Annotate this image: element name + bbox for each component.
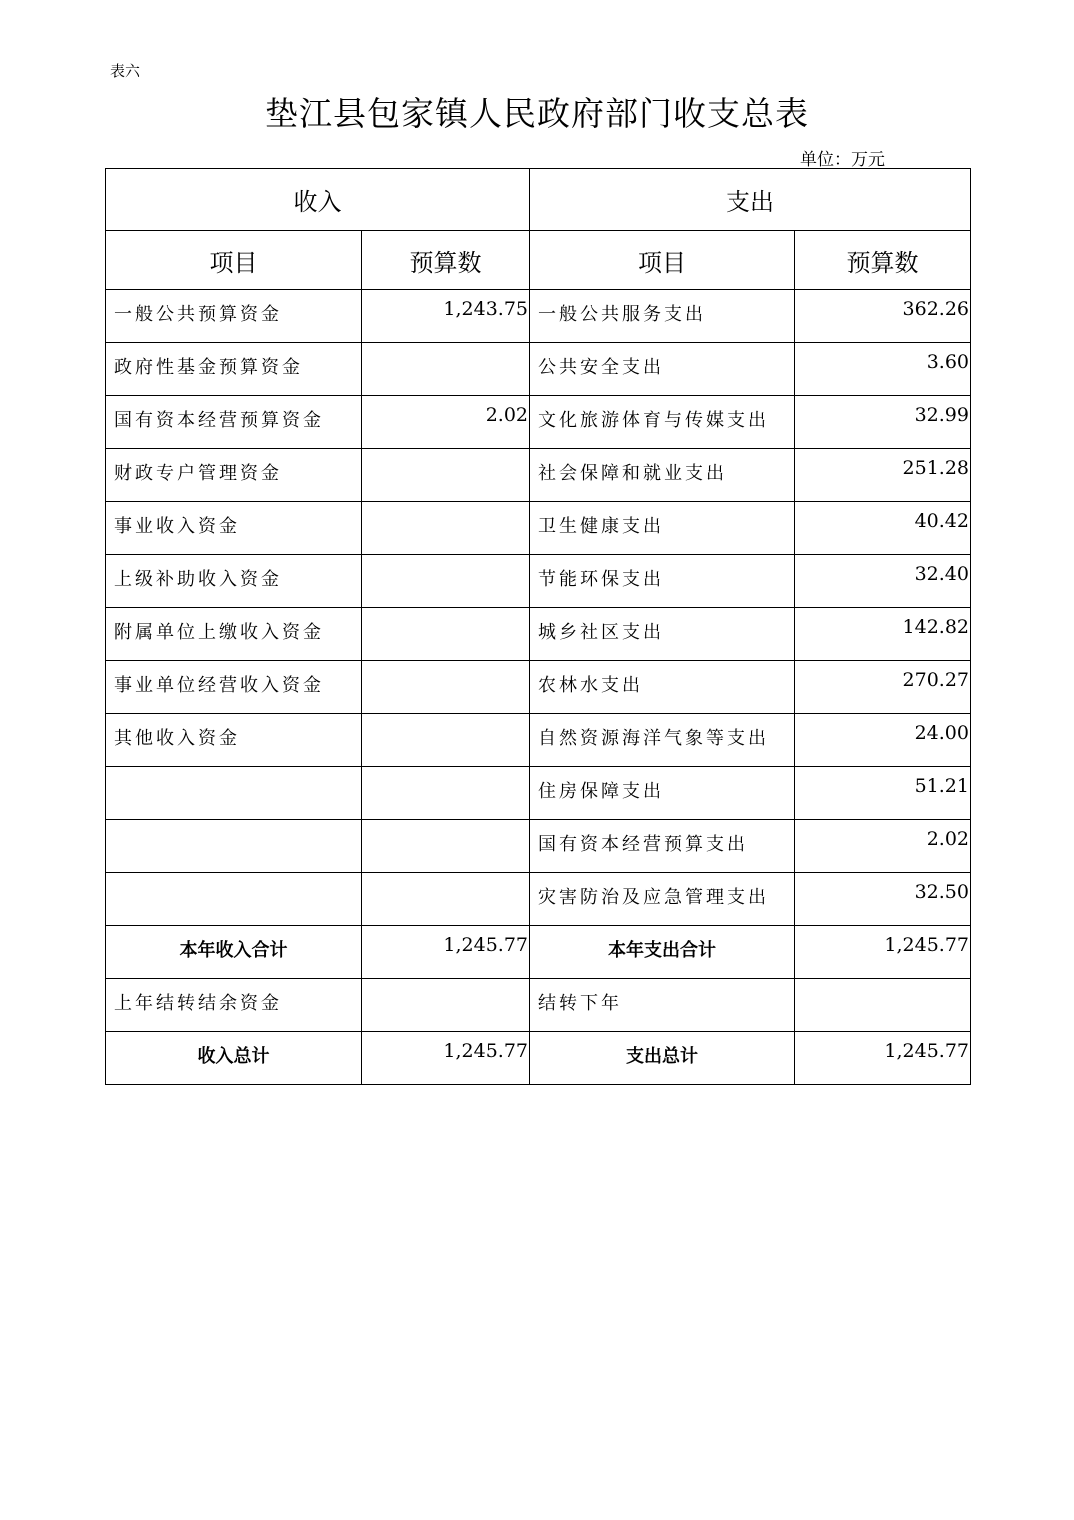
expense-value-cell: 32.50 bbox=[795, 873, 971, 926]
income-budget-header: 预算数 bbox=[362, 231, 530, 290]
table-row bbox=[106, 449, 971, 502]
income-item-cell bbox=[106, 873, 362, 926]
table-row bbox=[106, 873, 971, 926]
table-row bbox=[106, 555, 971, 608]
table-row bbox=[106, 343, 971, 396]
unit-label: 单位：万元 bbox=[800, 150, 885, 170]
income-item-cell bbox=[106, 820, 362, 873]
income-value-cell bbox=[362, 608, 530, 661]
expense-item-cell: 自然资源海洋气象等支出 bbox=[530, 714, 795, 767]
income-value-cell: 1,243.75 bbox=[362, 290, 530, 343]
income-value-cell bbox=[362, 343, 530, 396]
table-row bbox=[106, 608, 971, 661]
carry-row-expense-value bbox=[795, 979, 971, 1032]
income-item-cell: 事业收入资金 bbox=[106, 502, 362, 555]
total-row-expense-value: 1,245.77 bbox=[795, 1032, 971, 1085]
expense-item-cell: 农林水支出 bbox=[530, 661, 795, 714]
subtotal-row bbox=[106, 926, 971, 979]
income-value-cell bbox=[362, 502, 530, 555]
income-item-cell bbox=[106, 767, 362, 820]
table-row bbox=[106, 767, 971, 820]
expense-item-cell: 公共安全支出 bbox=[530, 343, 795, 396]
table-row bbox=[106, 661, 971, 714]
expense-item-cell: 城乡社区支出 bbox=[530, 608, 795, 661]
income-item-cell: 政府性基金预算资金 bbox=[106, 343, 362, 396]
table-row bbox=[106, 502, 971, 555]
expense-item-cell: 文化旅游体育与传媒支出 bbox=[530, 396, 795, 449]
income-item-cell: 财政专户管理资金 bbox=[106, 449, 362, 502]
budget-table bbox=[105, 168, 971, 1085]
income-item-cell: 事业单位经营收入资金 bbox=[106, 661, 362, 714]
table-row bbox=[106, 396, 971, 449]
total-row-expense-label: 支出总计 bbox=[530, 1032, 795, 1085]
subtotal-row-expense-label: 本年支出合计 bbox=[530, 926, 795, 979]
income-item-cell: 其他收入资金 bbox=[106, 714, 362, 767]
income-value-cell: 2.02 bbox=[362, 396, 530, 449]
table-row bbox=[106, 714, 971, 767]
income-value-cell bbox=[362, 873, 530, 926]
income-value-cell bbox=[362, 820, 530, 873]
expense-item-cell: 社会保障和就业支出 bbox=[530, 449, 795, 502]
expense-value-cell: 251.28 bbox=[795, 449, 971, 502]
income-item-cell: 附属单位上缴收入资金 bbox=[106, 608, 362, 661]
total-row bbox=[106, 1032, 971, 1085]
table-tag: 表六 bbox=[110, 62, 141, 80]
income-header: 收入 bbox=[106, 169, 530, 231]
column-header-row bbox=[106, 231, 971, 290]
page-title: 垫江县包家镇人民政府部门收支总表 bbox=[265, 94, 809, 133]
expense-value-cell: 40.42 bbox=[795, 502, 971, 555]
expense-value-cell: 142.82 bbox=[795, 608, 971, 661]
carry-row-expense-label: 结转下年 bbox=[530, 979, 795, 1032]
total-row-income-label: 收入总计 bbox=[106, 1032, 362, 1085]
income-item-cell: 上级补助收入资金 bbox=[106, 555, 362, 608]
expense-value-cell: 32.40 bbox=[795, 555, 971, 608]
expense-item-cell: 住房保障支出 bbox=[530, 767, 795, 820]
total-row-income-value: 1,245.77 bbox=[362, 1032, 530, 1085]
income-value-cell bbox=[362, 555, 530, 608]
table-row bbox=[106, 820, 971, 873]
table-row bbox=[106, 290, 971, 343]
subtotal-row-income-label: 本年收入合计 bbox=[106, 926, 362, 979]
expense-item-cell: 一般公共服务支出 bbox=[530, 290, 795, 343]
expense-value-cell: 51.21 bbox=[795, 767, 971, 820]
income-value-cell bbox=[362, 449, 530, 502]
income-value-cell bbox=[362, 767, 530, 820]
income-item-cell: 一般公共预算资金 bbox=[106, 290, 362, 343]
expense-value-cell: 2.02 bbox=[795, 820, 971, 873]
expense-budget-header: 预算数 bbox=[795, 231, 971, 290]
expense-item-cell: 卫生健康支出 bbox=[530, 502, 795, 555]
expense-item-cell: 国有资本经营预算支出 bbox=[530, 820, 795, 873]
carry-row-income-label: 上年结转结余资金 bbox=[106, 979, 362, 1032]
income-item-header: 项目 bbox=[106, 231, 362, 290]
expense-value-cell: 362.26 bbox=[795, 290, 971, 343]
expense-item-header: 项目 bbox=[530, 231, 795, 290]
subtotal-row-expense-value: 1,245.77 bbox=[795, 926, 971, 979]
expense-header: 支出 bbox=[530, 169, 971, 231]
expense-item-cell: 节能环保支出 bbox=[530, 555, 795, 608]
carry-row-income-value bbox=[362, 979, 530, 1032]
carry-row bbox=[106, 979, 971, 1032]
expense-value-cell: 24.00 bbox=[795, 714, 971, 767]
section-header-row bbox=[106, 169, 971, 231]
expense-value-cell: 32.99 bbox=[795, 396, 971, 449]
income-item-cell: 国有资本经营预算资金 bbox=[106, 396, 362, 449]
income-value-cell bbox=[362, 714, 530, 767]
expense-item-cell: 灾害防治及应急管理支出 bbox=[530, 873, 795, 926]
income-value-cell bbox=[362, 661, 530, 714]
expense-value-cell: 270.27 bbox=[795, 661, 971, 714]
expense-value-cell: 3.60 bbox=[795, 343, 971, 396]
subtotal-row-income-value: 1,245.77 bbox=[362, 926, 530, 979]
